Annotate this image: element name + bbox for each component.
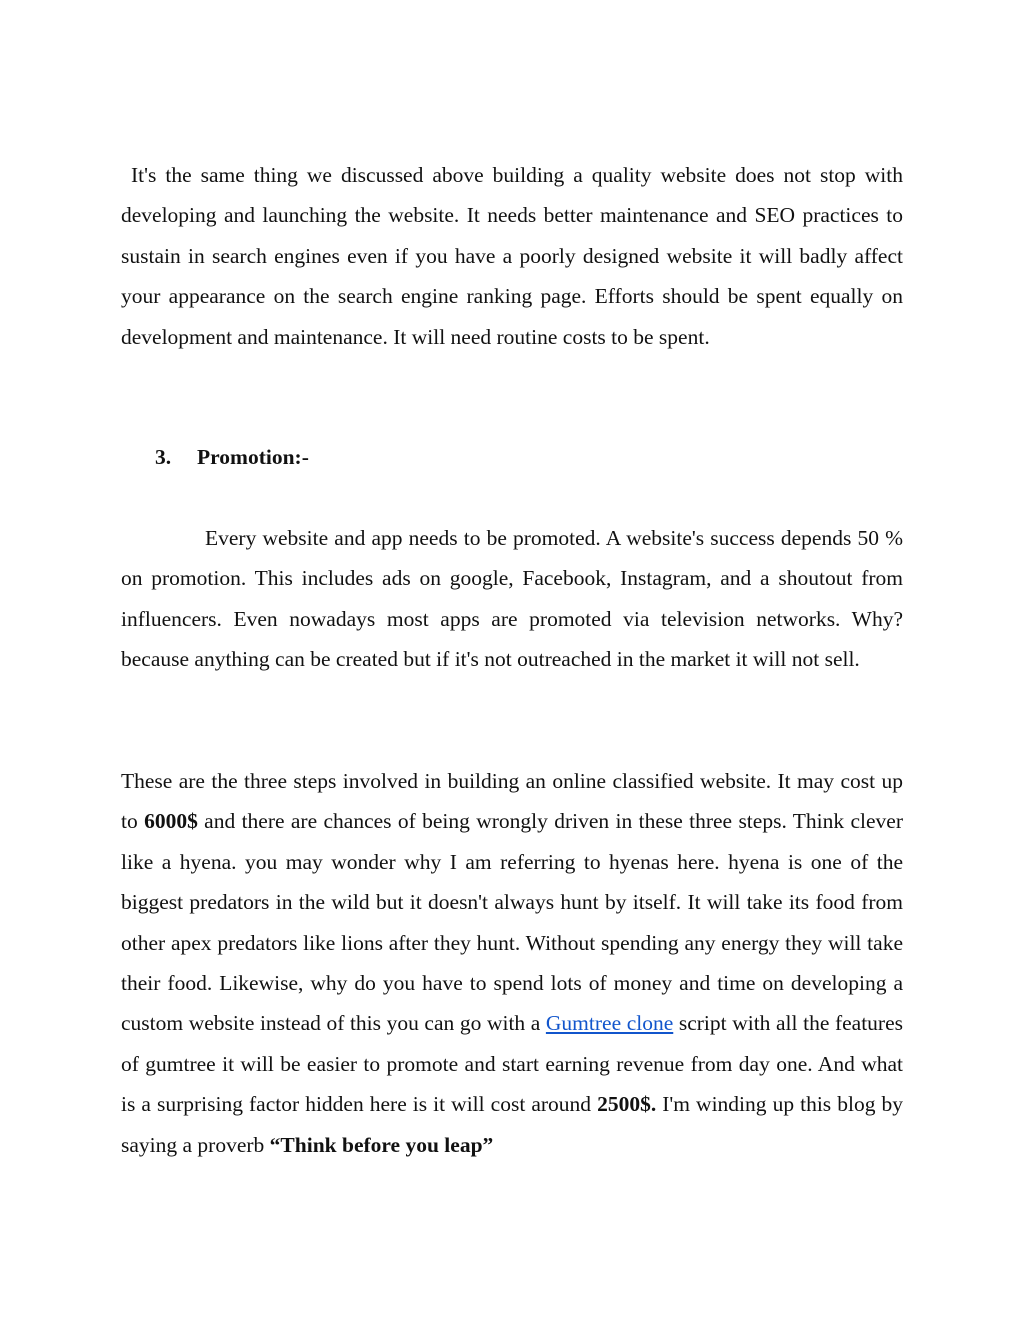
section-heading-promotion: [155, 437, 309, 477]
cost-6000-bold: 6000$: [144, 809, 198, 834]
paragraph-conclusion: [121, 761, 903, 1165]
proverb-bold: “Think before you leap”: [269, 1132, 494, 1157]
gumtree-clone-link[interactable]: Gumtree clone: [545, 1011, 674, 1036]
text-segment: script with all the features of gumtree it will be easier to promote and start earning revenue from day one. And what is a surprising factor hidden here is it will cost around: [121, 1011, 903, 1117]
paragraph-maintenance: It's the same thing we discussed above building a quality website does not stop with developing and launching the website. It needs better maintenance and SEO practices to sustain in search engines even if you have a poorly designed website it will badly affect your appearance on the search engine ranking page. Efforts should be spent equally on development and maintenance. It will need routine costs to be spent.: [121, 163, 903, 349]
paragraph-promotion: Every website and app needs to be promoted. A website's success depends 50 % on promotion. This includes ads on google, Facebook, Instagram, and a shoutout from influencers. Even nowadays most apps are promoted via television networks. Why? because anything can be created but if it's not outreached in the market it will not sell.: [121, 526, 903, 672]
text-segment: I'm winding up this blog by saying a proverb: [121, 1092, 903, 1157]
cost-2500-bold: 2500$.: [597, 1092, 657, 1117]
heading-number: 3.: [155, 445, 172, 469]
text-segment: and there are chances of being wrongly driven in these three steps. Think clever like a hyena. you may wonder why I am referring to hyenas here. hyena is one of the biggest predators in the wild but it doesn't always hunt by itself. It will take its food from other apex predators like lions after they hunt. Without spending any energy they will take their food. Likewise, why do you have to spend lots of money and time on developing a custom website instead of this you can go with a: [121, 809, 903, 1036]
heading-title: Promotion:-: [197, 445, 309, 469]
text-segment: These are the three steps involved in building an online classified website. It may cost up to: [121, 769, 903, 834]
